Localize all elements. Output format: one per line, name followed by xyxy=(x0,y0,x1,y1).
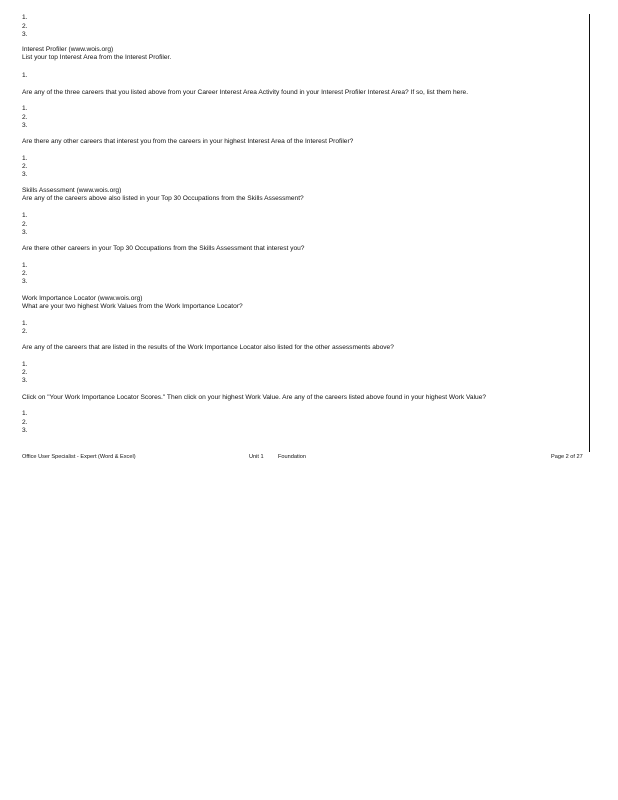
list-number: 1. xyxy=(22,212,28,219)
list-number: 3. xyxy=(22,278,28,285)
list-number: 2. xyxy=(22,328,28,335)
footer-unit: Unit 1 xyxy=(249,454,264,460)
list-number: 3. xyxy=(22,31,28,38)
question: List your top Interest Area from the Interest Profiler. xyxy=(22,54,172,61)
question: Are any of the careers above also listed in your Top 30 Occupations from the Skills Assessment? xyxy=(22,195,304,202)
list-number: 2. xyxy=(22,114,28,121)
section-heading-work-importance-locator: Work Importance Locator (www.wois.org) xyxy=(22,295,143,302)
list-number: 3. xyxy=(22,229,28,236)
footer-page-number: Page 2 of 27 xyxy=(551,454,583,460)
question: Are there any other careers that interest you from the careers in your highest Interest Area of the Interest Profiler? xyxy=(22,138,354,145)
list-number: 3. xyxy=(22,171,28,178)
question: Are any of the careers that are listed in the results of the Work Importance Locator also listed for the other assessments above? xyxy=(22,344,394,351)
list-number: 1. xyxy=(22,105,28,112)
list-number: 3. xyxy=(22,427,28,434)
list-number: 2. xyxy=(22,221,28,228)
question: Click on "Your Work Importance Locator Scores." Then click on your highest Work Value. Are any of the careers listed above found in your highest Work Value? xyxy=(22,394,487,401)
list-number: 2. xyxy=(22,419,28,426)
list-number: 1. xyxy=(22,320,28,327)
section-heading-interest-profiler: Interest Profiler (www.wois.org) xyxy=(22,46,114,53)
list-number: 1. xyxy=(22,155,28,162)
list-number: 2. xyxy=(22,23,28,30)
list-number: 2. xyxy=(22,369,28,376)
question: What are your two highest Work Values from the Work Importance Locator? xyxy=(22,303,243,310)
question: Are any of the three careers that you listed above from your Career Interest Area Activity found in your Interest Profiler Interest Area? If so, list them here. xyxy=(22,89,469,96)
footer-course: Office User Specialist - Expert (Word & Excel) xyxy=(22,454,136,460)
list-number: 3. xyxy=(22,122,28,129)
section-heading-skills-assessment: Skills Assessment (www.wois.org) xyxy=(22,187,122,194)
list-number: 2. xyxy=(22,163,28,170)
list-number: 2. xyxy=(22,270,28,277)
question: Are there other careers in your Top 30 Occupations from the Skills Assessment that interest you? xyxy=(22,245,305,252)
footer-unit-title: Foundation xyxy=(278,454,306,460)
list-number: 3. xyxy=(22,377,28,384)
list-number: 1. xyxy=(22,361,28,368)
list-number: 1. xyxy=(22,410,28,417)
list-number: 1. xyxy=(22,72,28,79)
margin-rule xyxy=(589,14,590,452)
list-number: 1. xyxy=(22,262,28,269)
list-number: 1. xyxy=(22,14,28,21)
